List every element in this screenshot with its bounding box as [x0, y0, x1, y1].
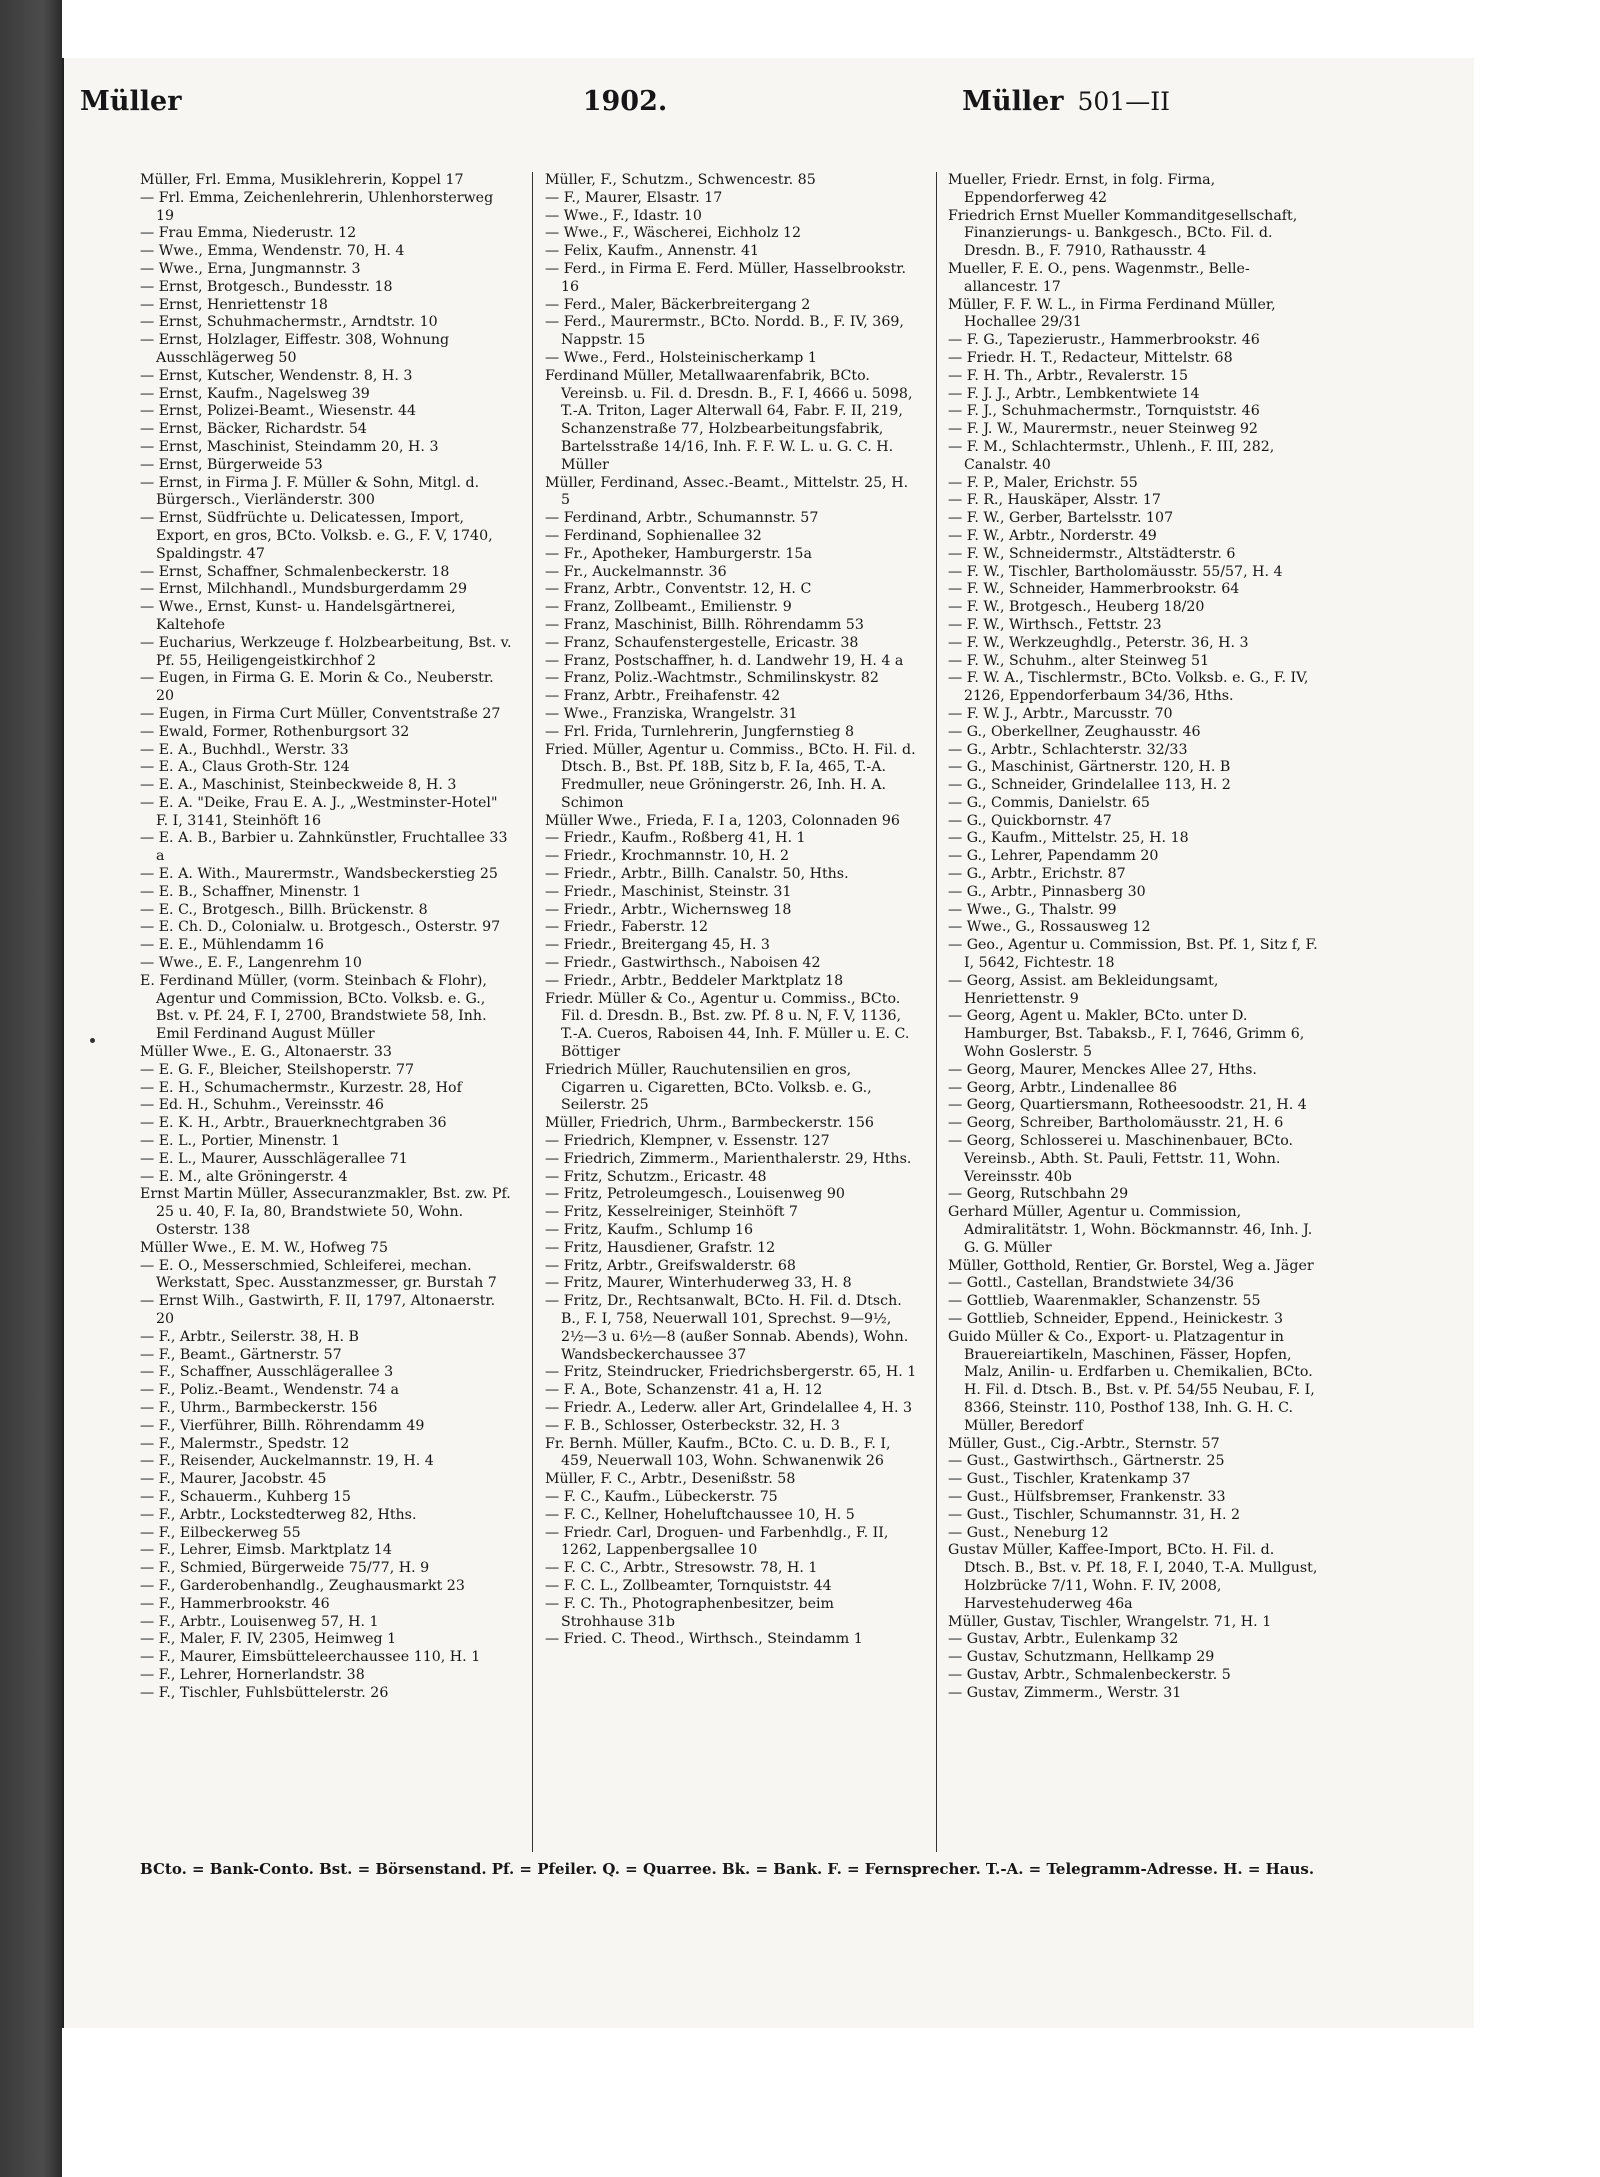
directory-entry: — F. W., Schneidermstr., Altstädterstr. 6	[948, 545, 1236, 562]
directory-entry: — Friedr. Carl, Droguen- und Farbenhdlg., F. II, 1262, Lappenbergsallee 10	[545, 1524, 889, 1559]
directory-entry: — F., Arbtr., Seilerstr. 38, H. B	[140, 1328, 359, 1345]
directory-entry: — Frau Emma, Niederustr. 12	[140, 225, 357, 242]
directory-entry: — Ernst, Brotgesch., Bundesstr. 18	[140, 278, 393, 295]
directory-entry: — Fritz, Hausdiener, Grafstr. 12	[545, 1239, 776, 1256]
directory-entry: — Franz, Maschinist, Billh. Röhrendamm 53	[545, 616, 864, 633]
directory-entry: — F., Hammerbrookstr. 46	[140, 1595, 330, 1612]
directory-entry: — Georg, Rutschbahn 29	[948, 1186, 1129, 1203]
directory-entry: — Eugen, in Firma G. E. Morin & Co., Neuberstr. 20	[140, 670, 494, 705]
directory-entry: — F. P., Maler, Erichstr. 55	[948, 474, 1138, 491]
directory-entry: Ernst Martin Müller, Assecuranzmakler, Bst. zw. Pf. 25 u. 40, F. Ia, 80, Brandstwiete 50, Wohn. Osterstr. 138	[140, 1186, 511, 1239]
directory-entry: Müller, Frl. Emma, Musiklehrerin, Koppel 17	[140, 172, 464, 188]
directory-entry: — F. C., Kellner, Hoheluftchaussee 10, H. 5	[545, 1506, 855, 1523]
directory-entry: — Gust., Hülfsbremser, Frankenstr. 33	[948, 1488, 1226, 1505]
directory-entry: Fried. Müller, Agentur u. Commiss., BCto. H. Fil. d. Dtsch. B., Bst. Pf. 18B, Sitz b, F. Ia, 465, T.-A. Fredmuller, neue Gröningerstr. 26, Inh. H. A. Schimon	[545, 741, 916, 811]
directory-entry: — F. M., Schlachtermstr., Uhlenh., F. III, 282, Canalstr. 40	[948, 438, 1275, 473]
directory-entry: — Friedrich, Zimmerm., Marienthalerstr. 29, Hths.	[545, 1150, 912, 1167]
directory-entry: — Felix, Kaufm., Annenstr. 41	[545, 243, 760, 260]
directory-entry: — F., Lehrer, Hornerlandstr. 38	[140, 1666, 365, 1683]
directory-entry: — Wwe., F., Wäscherei, Eichholz 12	[545, 225, 802, 242]
directory-entry: — Wwe., G., Thalstr. 99	[948, 901, 1117, 918]
directory-entry: — E. L., Portier, Minenstr. 1	[140, 1133, 341, 1150]
directory-entry: — G., Lehrer, Papendamm 20	[948, 848, 1159, 865]
directory-entry: Guido Müller & Co., Export- u. Platzagentur in Brauereiartikeln, Maschinen, Fässer, Hopfen, Malz, Anilin- u. Erdfarben u. Chemikalien, BCto. H. Fil. d. Dtsch. B., Bst. v. Pf. 54/55 Neubau, F. I, 8366, Steinstr. 110, Posthof 138, Inh. G. H. C. Müller, Beredorf	[948, 1328, 1315, 1434]
directory-entry: — Wwe., Ferd., Holsteinischerkamp 1	[545, 349, 817, 366]
directory-entry: — Friedr. H. T., Redacteur, Mittelstr. 68	[948, 349, 1233, 366]
directory-entry: — E. C., Brotgesch., Billh. Brückenstr. 8	[140, 901, 428, 918]
directory-entry: — Fritz, Maurer, Winterhuderweg 33, H. 8	[545, 1275, 852, 1292]
directory-entry: — Georg, Maurer, Menckes Allee 27, Hths.	[948, 1061, 1257, 1078]
directory-entry: — Ernst, Bürgerweide 53	[140, 456, 323, 473]
directory-entry: — F. H. Th., Arbtr., Revalerstr. 15	[948, 367, 1188, 384]
directory-entry: Müller, Ferdinand, Assec.-Beamt., Mittelstr. 25, H. 5	[545, 474, 909, 509]
directory-entry: — F., Garderobenhandlg., Zeughausmarkt 23	[140, 1577, 465, 1594]
directory-entry: — Friedr., Kaufm., Roßberg 41, H. 1	[545, 830, 806, 847]
page-year: 1902.	[582, 86, 668, 117]
directory-entry: Müller Wwe., E. G., Altonaerstr. 33	[140, 1044, 392, 1061]
header-surname-left: Müller	[80, 86, 182, 117]
directory-entry: — E. K. H., Arbtr., Brauerknechtgraben 36	[140, 1115, 447, 1132]
directory-entry: Friedrich Müller, Rauchutensilien en gros, Cigarren u. Cigaretten, BCto. Volksb. e. G., Seilerstr. 25	[545, 1061, 872, 1114]
directory-entry: — F. R., Hauskäper, Alsstr. 17	[948, 492, 1161, 509]
directory-entry: — Georg, Schreiber, Bartholomäusstr. 21, H. 6	[948, 1115, 1284, 1132]
directory-entry: — F. W., Gerber, Bartelsstr. 107	[948, 510, 1174, 527]
directory-entry: — Ernst, Henriettenstr 18	[140, 296, 328, 313]
directory-entry: — Fried. C. Theod., Wirthsch., Steindamm 1	[545, 1631, 863, 1648]
column-left	[140, 172, 512, 1703]
directory-entry: — Georg, Arbtr., Lindenallee 86	[948, 1079, 1178, 1096]
directory-entry: Müller, F. C., Arbtr., Desenißstr. 58	[545, 1471, 796, 1488]
directory-entry: — E. A., Buchhdl., Werstr. 33	[140, 741, 349, 758]
directory-entry: — F. W., Schneider, Hammerbrookstr. 64	[948, 581, 1240, 598]
directory-entry: Müller Wwe., Frieda, F. I a, 1203, Colonnaden 96	[545, 812, 900, 829]
directory-entry: Mueller, Friedr. Ernst, in folg. Firma, Eppendorferweg 42	[948, 172, 1216, 206]
directory-entry: — Fr., Auckelmannstr. 36	[545, 563, 727, 580]
directory-entry: — Franz, Postschaffner, h. d. Landwehr 19, H. 4 a	[545, 652, 904, 669]
directory-entry: — F. W., Brotgesch., Heuberg 18/20	[948, 599, 1205, 616]
directory-entry: Ferdinand Müller, Metallwaarenfabrik, BCto. Vereinsb. u. Fil. d. Dresdn. B., F. I, 4666 u. 5098, T.-A. Triton, Lager Alterwall 64, Fabr. F. II, 219, Schanzenstraße 77, Holzbearbeitungsfabrik, Bartelsstraße 14/16, Inh. F. F. W. L. u. G. C. H. Müller	[545, 367, 913, 473]
directory-entry: Friedrich Ernst Mueller Kommanditgesellschaft, Finanzierungs- u. Bankgesch., BCto. Fil. d. Dresdn. B., F. 7910, Rathausstr. 4	[948, 207, 1298, 260]
directory-entry: — Wwe., Erna, Jungmannstr. 3	[140, 260, 361, 277]
directory-entry: — G., Oberkellner, Zeughausstr. 46	[948, 723, 1201, 740]
directory-entry: — F., Arbtr., Louisenweg 57, H. 1	[140, 1613, 379, 1630]
directory-entry: — F., Maurer, Elsastr. 17	[545, 189, 723, 206]
directory-entry: — F., Vierführer, Billh. Röhrendamm 49	[140, 1417, 425, 1434]
directory-entry: — Friedr., Breitergang 45, H. 3	[545, 937, 770, 954]
directory-entry: — Franz, Arbtr., Conventstr. 12, H. C	[545, 581, 812, 598]
page-number: 501—II	[1077, 87, 1170, 116]
directory-entry: — E. L., Maurer, Ausschlägerallee 71	[140, 1150, 408, 1167]
directory-entry: — E. Ch. D., Colonialw. u. Brotgesch., Osterstr. 97	[140, 919, 501, 936]
directory-entry: — Fritz, Arbtr., Greifswalderstr. 68	[545, 1257, 796, 1274]
directory-entry: — F., Reisender, Auckelmannstr. 19, H. 4	[140, 1453, 434, 1470]
directory-entry: — F. J. J., Arbtr., Lembkentwiete 14	[948, 385, 1200, 402]
directory-entry: — F. A., Bote, Schanzenstr. 41 a, H. 12	[545, 1382, 823, 1399]
directory-entry: — Ed. H., Schuhm., Vereinsstr. 46	[140, 1097, 384, 1114]
directory-entry: — Ernst, Bäcker, Richardstr. 54	[140, 421, 367, 438]
directory-entry: — E. M., alte Gröningerstr. 4	[140, 1168, 348, 1185]
directory-entry: — E. A. With., Maurermstr., Wandsbeckerstieg 25	[140, 866, 498, 883]
directory-entry: — Ferd., in Firma E. Ferd. Müller, Hasselbrookstr. 16	[545, 260, 907, 295]
directory-entry: Müller, Friedrich, Uhrm., Barmbeckerstr. 156	[545, 1115, 874, 1132]
directory-entry: — Gottl., Castellan, Brandstwiete 34/36	[948, 1275, 1234, 1292]
directory-entry: — Georg, Schlosserei u. Maschinenbauer, BCto. Vereinsb., Abth. St. Pauli, Fettstr. 11, Wohn. Vereinsstr. 40b	[948, 1133, 1293, 1185]
column-rule	[936, 172, 937, 1852]
directory-entry: — Fr., Apotheker, Hamburgerstr. 15a	[545, 545, 812, 562]
directory-entry: — Gustav, Arbtr., Eulenkamp 32	[948, 1631, 1179, 1648]
directory-entry: — Geo., Agentur u. Commission, Bst. Pf. 1, Sitz f, F. I, 5642, Fichtestr. 18	[948, 937, 1318, 972]
directory-entry: — Ernst, in Firma J. F. Müller & Sohn, Mitgl. d. Bürgersch., Vierländerstr. 300	[140, 474, 480, 509]
directory-entry: — Gustav, Zimmerm., Werstr. 31	[948, 1684, 1182, 1701]
directory-entry: — E. B., Schaffner, Minenstr. 1	[140, 883, 362, 900]
directory-entry: — F., Schauerm., Kuhberg 15	[140, 1488, 351, 1505]
directory-entry: Friedr. Müller & Co., Agentur u. Commiss., BCto. Fil. d. Dresdn. B., Bst. zw. Pf. 8 u. N, F. V, 1136, T.-A. Cueros, Raboisen 44, Inh. F. Müller u. E. C. Böttiger	[545, 990, 910, 1061]
directory-entry: — Ernst, Kaufm., Nagelsweg 39	[140, 385, 370, 402]
directory-entry: — F., Beamt., Gärtnerstr. 57	[140, 1346, 342, 1363]
directory-entry: — F., Maurer, Eimsbütteleerchaussee 110, H. 1	[140, 1649, 481, 1666]
column-middle	[545, 172, 917, 1649]
directory-entry: — F., Malermstr., Spedstr. 12	[140, 1435, 350, 1452]
directory-entry: — G., Commis, Danielstr. 65	[948, 794, 1150, 811]
directory-entry: — F., Maurer, Jacobstr. 45	[140, 1471, 327, 1488]
directory-entry: E. Ferdinand Müller, (vorm. Steinbach & Flohr), Agentur und Commission, BCto. Volksb. e. G., Bst. v. Pf. 24, F. I, 2700, Brandstwiete 58, Inh. Emil Ferdinand August Müller	[140, 972, 487, 1043]
directory-entry: — F. W., Wirthsch., Fettstr. 23	[948, 616, 1162, 633]
page-header	[80, 86, 1170, 126]
directory-entry: — F. C., Kaufm., Lübeckerstr. 75	[545, 1488, 778, 1505]
directory-entry: — F. C. Th., Photographenbesitzer, beim Strohhause 31b	[545, 1595, 834, 1630]
directory-entry: Müller, F. F. W. L., in Firma Ferdinand Müller, Hochallee 29/31	[948, 296, 1276, 331]
directory-entry: — G., Maschinist, Gärtnerstr. 120, H. B	[948, 759, 1231, 776]
directory-entry: — Wwe., G., Rossausweg 12	[948, 919, 1151, 936]
directory-entry: — Ernst, Südfrüchte u. Delicatessen, Import, Export, en gros, BCto. Volksb. e. G., F. V, 1740, Spaldingstr. 47	[140, 510, 493, 562]
directory-entry: — Friedr., Maschinist, Steinstr. 31	[545, 883, 792, 900]
directory-entry: — E. H., Schumachermstr., Kurzestr. 28, Hof	[140, 1079, 462, 1096]
directory-entry: — F. J. W., Maurermstr., neuer Steinweg 92	[948, 421, 1258, 438]
directory-entry: — Ernst, Polizei-Beamt., Wiesenstr. 44	[140, 403, 417, 420]
directory-entry: Müller Wwe., E. M. W., Hofweg 75	[140, 1239, 388, 1256]
directory-entry: — Georg, Quartiersmann, Rotheesoodstr. 21, H. 4	[948, 1097, 1307, 1114]
directory-entry: — F., Arbtr., Lockstedterweg 82, Hths.	[140, 1506, 417, 1523]
directory-entry: — Ernst, Maschinist, Steindamm 20, H. 3	[140, 438, 439, 455]
directory-entry: — Fritz, Kesselreiniger, Steinhöft 7	[545, 1204, 798, 1221]
directory-entry: — F. C. C., Arbtr., Stresowstr. 78, H. 1	[545, 1560, 818, 1577]
directory-entry: — Gustav, Schutzmann, Hellkamp 29	[948, 1649, 1215, 1666]
directory-entry: — E. A. "Deike, Frau E. A. J., „Westminster-Hotel" F. I, 3141, Steinhöft 16	[140, 794, 498, 829]
directory-entry: — Wwe., F., Idastr. 10	[545, 207, 702, 224]
directory-entry: — Gust., Neneburg 12	[948, 1524, 1109, 1541]
directory-entry: — Gust., Tischler, Schumannstr. 31, H. 2	[948, 1506, 1241, 1523]
directory-entry: — F. W. J., Arbtr., Marcusstr. 70	[948, 705, 1173, 722]
directory-entry: — G., Arbtr., Schlachterstr. 32/33	[948, 741, 1188, 758]
directory-entry: — Friedr., Faberstr. 12	[545, 919, 708, 936]
directory-entry: — F. W., Schuhm., alter Steinweg 51	[948, 652, 1210, 669]
directory-columns	[140, 172, 1320, 1852]
directory-entry: — F., Lehrer, Eimsb. Marktplatz 14	[140, 1542, 392, 1559]
directory-entry: — Frl. Emma, Zeichenlehrerin, Uhlenhorsterweg 19	[140, 189, 494, 224]
directory-entry: — E. A., Claus Groth-Str. 124	[140, 759, 350, 776]
directory-entry: — F. W. A., Tischlermstr., BCto. Volksb. e. G., F. IV, 2126, Eppendorferbaum 34/36, Hths.	[948, 670, 1309, 705]
directory-entry: — Franz, Schaufenstergestelle, Ericastr. 38	[545, 634, 859, 651]
directory-entry: — Gottlieb, Schneider, Eppend., Heinickestr. 3	[948, 1311, 1283, 1327]
directory-entry: — Ewald, Former, Rothenburgsort 32	[140, 723, 410, 740]
directory-entry: — Ferdinand, Arbtr., Schumannstr. 57	[545, 510, 819, 527]
directory-entry: — E. A., Maschinist, Steinbeckweide 8, H. 3	[140, 777, 457, 794]
directory-entry: — G., Arbtr., Erichstr. 87	[948, 866, 1126, 883]
directory-entry: — Ernst, Schuhmachermstr., Arndtstr. 10	[140, 314, 438, 331]
directory-entry: — Fritz, Petroleumgesch., Louisenweg 90	[545, 1186, 845, 1203]
directory-entry: — F., Uhrm., Barmbeckerstr. 156	[140, 1399, 378, 1416]
directory-entry: — Franz, Zollbeamt., Emilienstr. 9	[545, 599, 792, 616]
directory-entry: Müller, Gustav, Tischler, Wrangelstr. 71, H. 1	[948, 1613, 1272, 1630]
directory-entry: — Friedr. A., Lederw. aller Art, Grindelallee 4, H. 3	[545, 1399, 912, 1416]
directory-entry: — Franz, Arbtr., Freihafenstr. 42	[545, 688, 781, 705]
directory-entry: — Friedr., Krochmannstr. 10, H. 2	[545, 848, 789, 865]
directory-entry: Müller, Gust., Cig.-Arbtr., Sternstr. 57	[948, 1435, 1220, 1452]
directory-entry: — G., Quickbornstr. 47	[948, 812, 1112, 829]
directory-entry: — Fritz, Steindrucker, Friedrichsbergerstr. 65, H. 1	[545, 1364, 917, 1381]
directory-entry: — G., Kaufm., Mittelstr. 25, H. 18	[948, 830, 1189, 847]
book-binding-edge	[0, 0, 62, 2177]
directory-entry: — Ferd., Maurermstr., BCto. Nordd. B., F. IV, 369, Nappstr. 15	[545, 314, 904, 349]
directory-entry: — Ferdinand, Sophienallee 32	[545, 527, 762, 544]
header-right	[962, 86, 1170, 117]
directory-entry: — G., Arbtr., Pinnasberg 30	[948, 883, 1146, 900]
directory-entry: Müller, Gotthold, Rentier, Gr. Borstel, Weg a. Jäger	[948, 1257, 1314, 1274]
directory-entry: — Ernst, Milchhandl., Mundsburgerdamm 29	[140, 581, 467, 598]
directory-entry: — Friedr., Arbtr., Wichernsweg 18	[545, 901, 792, 918]
directory-entry: — Ferd., Maler, Bäckerbreitergang 2	[545, 296, 811, 313]
abbreviation-legend: BCto. = Bank-Conto. Bst. = Börsenstand. Pf. = Pfeiler. Q. = Quarree. Bk. = Bank. F. = Fernsprecher. T.-A. = Telegramm-Adresse. H. = Haus.	[140, 1860, 1315, 1878]
directory-entry: — Gust., Tischler, Kratenkamp 37	[948, 1471, 1191, 1488]
directory-entry: — Ernst, Schaffner, Schmalenbeckerstr. 18	[140, 563, 450, 580]
directory-entry: — Ernst, Holzlager, Eiffestr. 308, Wohnung Ausschlägerweg 50	[140, 332, 450, 366]
directory-entry: — Fritz, Dr., Rechtsanwalt, BCto. H. Fil. d. Dtsch. B., F. I, 758, Neuerwall 101, Sprechst. 9—9½, 2½—3 u. 6½—8 (außer Sonnab. Abends), Wohn. Wandsbeckerchaussee 37	[545, 1293, 909, 1363]
directory-entry: — F. J., Schuhmachermstr., Tornquiststr. 46	[948, 403, 1260, 420]
directory-entry: Gustav Müller, Kaffee-Import, BCto. H. Fil. d. Dtsch. B., Bst. v. Pf. 18, F. I, 2040, T.-A. Mullgust, Holzbrücke 7/11, Wohn. F. IV, 2008, Harvestehuderweg 46a	[948, 1542, 1318, 1612]
directory-entry: — Wwe., E. F., Langenrehm 10	[140, 955, 362, 972]
directory-entry: — Georg, Assist. am Bekleidungsamt, Henriettenstr. 9	[948, 972, 1219, 1007]
header-surname-right: Müller	[962, 86, 1064, 117]
column-rule	[532, 172, 533, 1852]
directory-entry: Gerhard Müller, Agentur u. Commission, Admiralitätstr. 1, Wohn. Böckmannstr. 46, Inh. J. G. G. Müller	[948, 1204, 1313, 1256]
directory-entry: Müller, F., Schutzm., Schwencestr. 85	[545, 172, 816, 188]
directory-entry: — F., Poliz.-Beamt., Wendenstr. 74 a	[140, 1382, 400, 1399]
directory-entry: — Wwe., Emma, Wendenstr. 70, H. 4	[140, 243, 405, 260]
directory-entry: Mueller, F. E. O., pens. Wagenmstr., Belle-allancestr. 17	[948, 260, 1250, 295]
directory-entry: — F., Schaffner, Ausschlägerallee 3	[140, 1364, 394, 1381]
directory-entry: — Wwe., Ernst, Kunst- u. Handelsgärtnerei, Kaltehofe	[140, 599, 456, 633]
column-right	[948, 172, 1320, 1703]
directory-entry: — Friedr., Gastwirthsch., Naboisen 42	[545, 955, 821, 972]
directory-entry: — Fritz, Schutzm., Ericastr. 48	[545, 1168, 767, 1185]
directory-entry: — Friedrich, Klempner, v. Essenstr. 127	[545, 1133, 830, 1150]
directory-entry: — F. G., Tapezierustr., Hammerbrookstr. 46	[948, 332, 1260, 349]
directory-entry: — Fritz, Kaufm., Schlump 16	[545, 1222, 754, 1239]
directory-entry: — Ernst Wilh., Gastwirth, F. II, 1797, Altonaerstr. 20	[140, 1293, 496, 1327]
directory-entry: — Gust., Gastwirthsch., Gärtnerstr. 25	[948, 1453, 1225, 1470]
directory-entry: — E. E., Mühlendamm 16	[140, 937, 324, 954]
directory-entry: — Friedr., Arbtr., Billh. Canalstr. 50, Hths.	[545, 866, 849, 883]
directory-entry: — F., Tischler, Fuhlsbüttelerstr. 26	[140, 1684, 389, 1701]
directory-entry: — Georg, Agent u. Makler, BCto. unter D. Hamburger, Bst. Tabaksb., F. I, 7646, Grimm 6, Wohn Goslerstr. 5	[948, 1008, 1305, 1061]
directory-entry: — F. W., Werkzeughdlg., Peterstr. 36, H. 3	[948, 634, 1249, 651]
directory-entry: — Gottlieb, Waarenmakler, Schanzenstr. 55	[948, 1293, 1261, 1310]
directory-entry: — Wwe., Franziska, Wrangelstr. 31	[545, 705, 798, 722]
directory-entry: — F. W., Arbtr., Norderstr. 49	[948, 527, 1157, 544]
directory-entry: — F., Eilbeckerweg 55	[140, 1524, 301, 1541]
directory-entry: Fr. Bernh. Müller, Kaufm., BCto. C. u. D. B., F. I, 459, Neuerwall 103, Wohn. Schwanenwik 26	[545, 1435, 891, 1470]
directory-entry: — Frl. Frida, Turnlehrerin, Jungfernstieg 8	[545, 723, 854, 740]
directory-entry: — F. B., Schlosser, Osterbeckstr. 32, H. 3	[545, 1417, 840, 1434]
directory-entry: — Friedr., Arbtr., Beddeler Marktplatz 18	[545, 972, 844, 989]
directory-entry: — E. A. B., Barbier u. Zahnkünstler, Fruchtallee 33 a	[140, 830, 508, 865]
directory-entry: — Franz, Poliz.-Wachtmstr., Schmilinskystr. 82	[545, 670, 879, 687]
directory-entry: — Gustav, Arbtr., Schmalenbeckerstr. 5	[948, 1666, 1231, 1683]
directory-entry: — F., Maler, F. IV, 2305, Heimweg 1	[140, 1631, 397, 1648]
directory-entry: — F. C. L., Zollbeamter, Tornquiststr. 44	[545, 1577, 832, 1594]
directory-entry: — F. W., Tischler, Bartholomäusstr. 55/57, H. 4	[948, 563, 1283, 580]
directory-entry: — Ernst, Kutscher, Wendenstr. 8, H. 3	[140, 367, 413, 384]
directory-entry: — E. G. F., Bleicher, Steilshoperstr. 77	[140, 1061, 415, 1078]
directory-entry: — Eucharius, Werkzeuge f. Holzbearbeitung, Bst. v. Pf. 55, Heiligengeistkirchhof 2	[140, 634, 512, 669]
directory-entry: — G., Schneider, Grindelallee 113, H. 2	[948, 777, 1231, 794]
ink-speck	[90, 1038, 95, 1043]
directory-entry: — Eugen, in Firma Curt Müller, Conventstraße 27	[140, 705, 501, 722]
directory-entry: — E. O., Messerschmied, Schleiferei, mechan. Werkstatt, Spec. Ausstanzmesser, gr. Burstah 7	[140, 1257, 497, 1292]
directory-entry: — F., Schmied, Bürgerweide 75/77, H. 9	[140, 1560, 430, 1577]
